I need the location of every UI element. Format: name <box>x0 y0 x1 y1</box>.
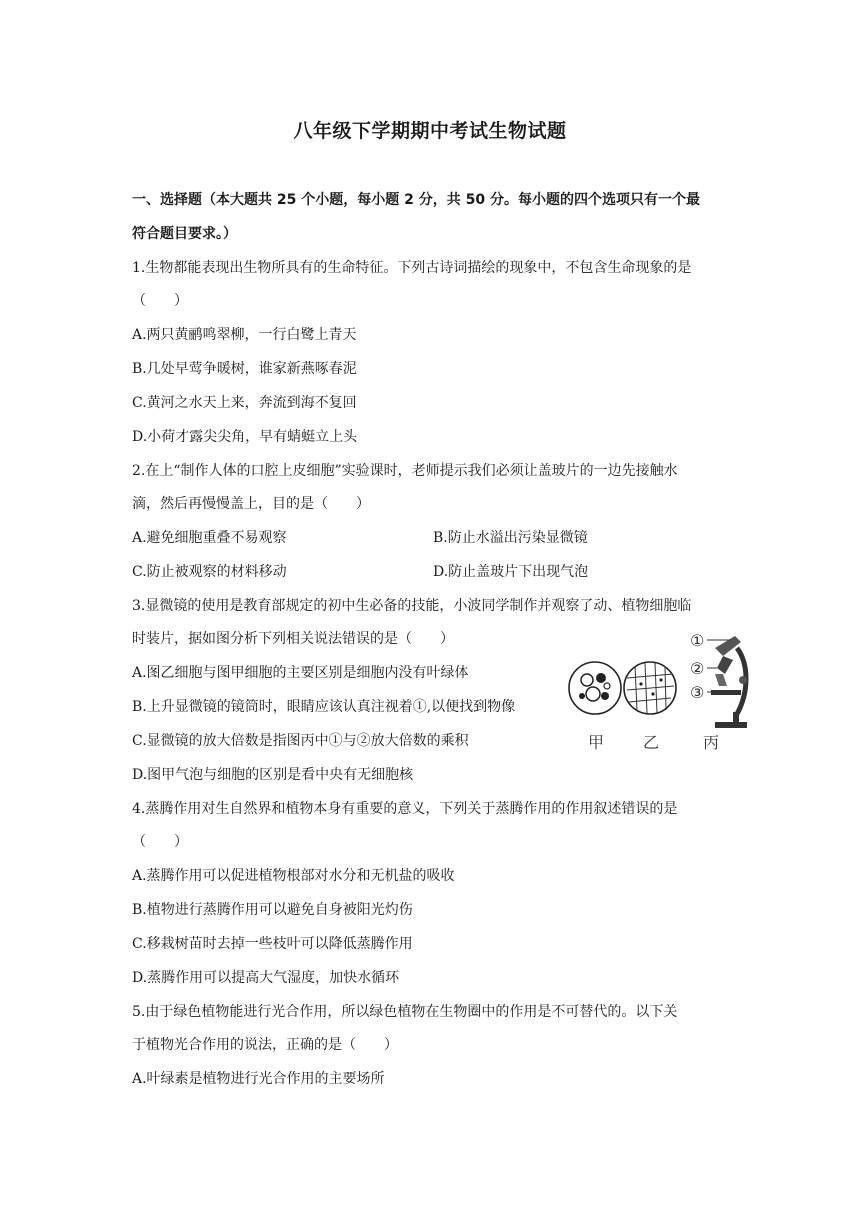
marker-1: ① <box>690 631 705 650</box>
microscope-figure <box>565 628 755 760</box>
question-3-stem: 3.显微镜的使用是教育部规定的初中生必备的技能，小波同学制作并观察了动、植物细胞临 <box>132 598 692 614</box>
question-5-stem-cont: 于植物光合作用的说法，正确的是（ ） <box>132 1037 398 1053</box>
animal-cell-view <box>569 662 621 714</box>
section-heading: 一、选择题（本大题共 25 个小题，每小题 2 分，共 50 分。每小题的四个选项只有一个最 <box>132 192 700 208</box>
question-1-option-d: D.小荷才露尖尖角，早有蜻蜓立上头 <box>132 429 358 445</box>
question-1-stem: 1.生物都能表现出生物所具有的生命特征。下列古诗词描绘的现象中，不包含生命现象的是 <box>132 260 692 276</box>
question-2-stem: 2.在上“制作人体的口腔上皮细胞”实验课时，老师提示我们必须让盖玻片的一边先接触水 <box>132 463 678 479</box>
question-4-option-b: B.植物进行蒸腾作用可以避免自身被阳光灼伤 <box>132 902 413 918</box>
marker-2: ② <box>690 659 705 678</box>
section-heading-cont: 符合题目要求。） <box>132 226 237 242</box>
question-2-option-d: D.防止盖玻片下出现气泡 <box>433 564 589 580</box>
figure-label-bing: 丙 <box>703 733 720 752</box>
question-2-option-c: C.防止被观察的材料移动 <box>132 564 287 580</box>
question-3-option-a: A.图乙细胞与图甲细胞的主要区别是细胞内没有叶绿体 <box>132 665 469 681</box>
question-3-option-c: C.显微镜的放大倍数是指图丙中①与②放大倍数的乘积 <box>132 733 469 749</box>
question-4-stem: 4.蒸腾作用对生自然界和植物本身有重要的意义，下列关于蒸腾作用的作用叙述错误的是 <box>132 801 678 817</box>
question-4-option-a: A.蒸腾作用可以促进植物根部对水分和无机盐的吸收 <box>132 868 455 884</box>
page-title: 八年级下学期期中考试生物试题 <box>293 120 567 142</box>
question-3-stem-cont: 时装片，据如图分析下列相关说法错误的是（ ） <box>132 631 454 647</box>
question-4-option-c: C.移栽树苗时去掉一些枝叶可以降低蒸腾作用 <box>132 936 413 952</box>
question-3-option-d: D.图甲气泡与细胞的区别是看中央有无细胞核 <box>132 767 414 783</box>
figure-label-jia: 甲 <box>588 733 605 752</box>
question-1-option-b: B.几处早莺争暖树，谁家新燕啄春泥 <box>132 361 357 377</box>
question-5-option-a: A.叶绿素是植物进行光合作用的主要场所 <box>132 1071 385 1087</box>
figure-label-yi: 乙 <box>643 733 660 752</box>
plant-cell-view <box>624 662 676 714</box>
question-4-blank: （ ） <box>132 834 188 850</box>
question-2-option-a: A.避免细胞重叠不易观察 <box>132 530 287 546</box>
question-2-stem-cont: 滴，然后再慢慢盖上，目的是（ ） <box>132 496 370 512</box>
microscope-icon <box>707 636 747 728</box>
question-1-blank: （ ） <box>132 293 188 309</box>
question-5-stem: 5.由于绿色植物能进行光合作用，所以绿色植物在生物圈中的作用是不可替代的。以下关 <box>132 1004 678 1020</box>
marker-3: ③ <box>690 683 705 702</box>
question-1-option-c: C.黄河之水天上来，奔流到海不复回 <box>132 395 357 411</box>
question-3-option-b: B.上升显微镜的镜筒时，眼睛应该认真注视着①,以便找到物像 <box>132 699 516 715</box>
question-4-option-d: D.蒸腾作用可以提高大气湿度，加快水循环 <box>132 970 400 986</box>
question-2-option-b: B.防止水溢出污染显微镜 <box>433 530 588 546</box>
question-1-option-a: A.两只黄鹂鸣翠柳，一行白鹭上青天 <box>132 327 357 343</box>
